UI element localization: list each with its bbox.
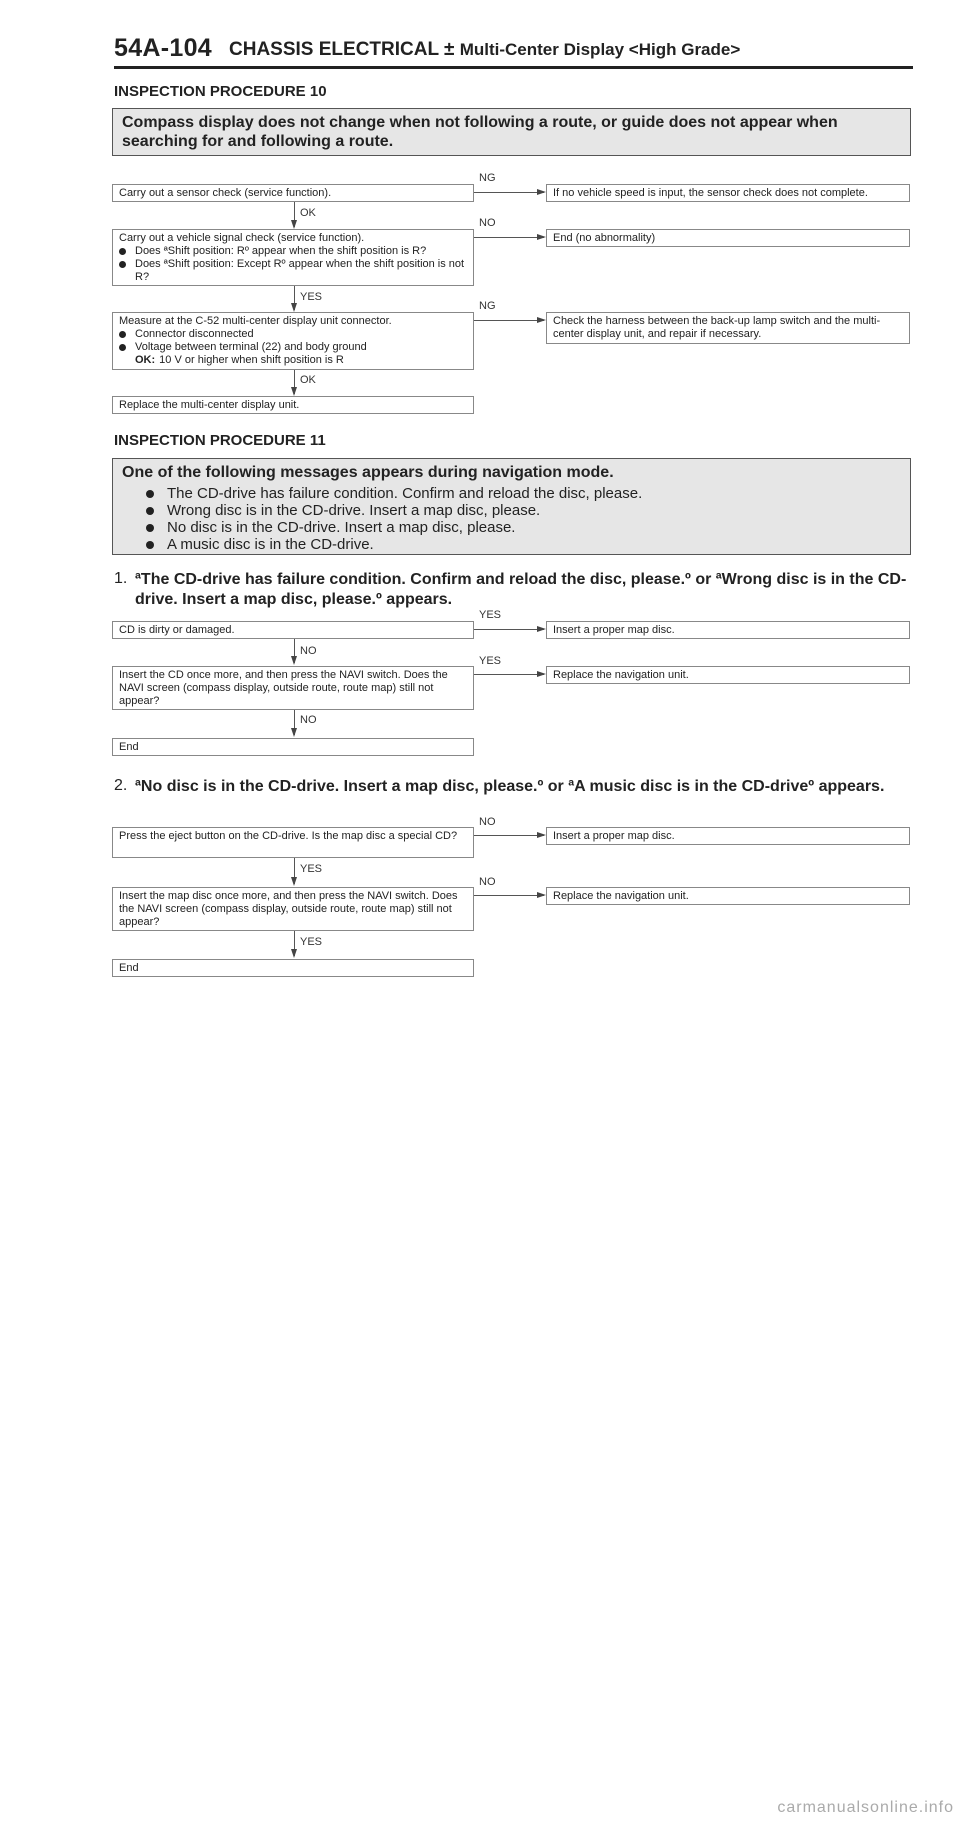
- s1-no-label-2: NO: [300, 714, 317, 726]
- message-item: The CD-drive has failure condition. Confirm and reload the disc, please.: [146, 485, 901, 502]
- step-number: 1.: [114, 570, 128, 587]
- ok-criteria: [119, 354, 467, 367]
- connector: [474, 320, 544, 321]
- s1-result-1: Insert a proper map disc.: [546, 621, 910, 639]
- s1-yes-label-1: YES: [479, 609, 502, 621]
- connector: [474, 835, 544, 836]
- proc10-ok-label-3: OK: [300, 374, 316, 386]
- proc11-heading: INSPECTION PROCEDURE 11: [114, 432, 326, 449]
- connector: [474, 192, 544, 193]
- s1-no-label-1: NO: [300, 645, 317, 657]
- proc10-result-3: Check the harness between the back-up lamp switch and the multi-center display unit, and repair if necessary.: [546, 312, 910, 344]
- proc10-sensor-check-box: Carry out a sensor check (service function).: [112, 184, 474, 202]
- arrow-right-icon: [537, 626, 546, 632]
- s1-cd-dirty-box: CD is dirty or damaged.: [112, 621, 474, 639]
- arrow-down-icon: [291, 728, 297, 737]
- s2-result-1: Insert a proper map disc.: [546, 827, 910, 845]
- step-title: ªThe CD-drive has failure condition. Confirm and reload the disc, please.º or ªWrong disc is in the CD-drive. Insert a map disc, please.º appears.: [135, 571, 907, 608]
- s2-eject-box: Press the eject button on the CD-drive. Is the map disc a special CD?: [112, 827, 474, 858]
- list-item: Voltage between terminal (22) and body ground: [119, 341, 467, 354]
- proc11-banner: [112, 458, 911, 555]
- s2-yes-label-1: YES: [300, 863, 323, 875]
- s2-reinsert-box: Insert the map disc once more, and then press the NAVI switch. Does the NAVI screen (compass display, outside route, route map) still not appear?: [112, 887, 474, 931]
- step-number: 2.: [114, 777, 128, 794]
- proc10-banner: Compass display does not change when not following a route, or guide does not appear when searching for and following a route.: [112, 108, 911, 156]
- box-text: Measure at the C-52 multi-center display unit connector.: [119, 315, 392, 327]
- list-item: Connector disconnected: [119, 328, 467, 341]
- arrow-right-icon: [537, 234, 546, 240]
- proc10-ok-label-1: OK: [300, 207, 316, 219]
- s2-result-2: Replace the navigation unit.: [546, 887, 910, 905]
- connector: [474, 629, 544, 630]
- page-number: 54A-104: [114, 34, 212, 62]
- proc10-ng-label-1: NG: [479, 172, 496, 184]
- arrow-right-icon: [537, 832, 546, 838]
- banner-title: One of the following messages appears during navigation mode.: [122, 464, 614, 481]
- section-title: CHASSIS ELECTRICAL ±: [229, 39, 460, 60]
- proc10-result-2: End (no abnormality): [546, 229, 910, 247]
- arrow-down-icon: [291, 949, 297, 958]
- page-title: [229, 39, 740, 61]
- section-subtitle: Multi-Center Display <High Grade>: [459, 40, 741, 59]
- s2-no-label-1: NO: [479, 816, 496, 828]
- message-item: Wrong disc is in the CD-drive. Insert a map disc, please.: [146, 502, 901, 519]
- s2-end-box: End: [112, 959, 474, 977]
- arrow-down-icon: [291, 387, 297, 396]
- arrow-down-icon: [291, 303, 297, 312]
- box-text: Carry out a vehicle signal check (service function).: [119, 232, 365, 244]
- arrow-down-icon: [291, 656, 297, 665]
- s1-end-box: End: [112, 738, 474, 756]
- s2-yes-label-2: YES: [300, 936, 323, 948]
- arrow-right-icon: [537, 189, 546, 195]
- proc10-ng-label-3: NG: [479, 300, 496, 312]
- proc10-no-label-2: NO: [479, 217, 496, 229]
- arrow-down-icon: [291, 220, 297, 229]
- arrow-right-icon: [537, 892, 546, 898]
- connector: [474, 237, 544, 238]
- watermark: carmanualsonline.info: [777, 1799, 954, 1816]
- connector: [474, 895, 544, 896]
- s1-result-2: Replace the navigation unit.: [546, 666, 910, 684]
- header-rule: [114, 66, 913, 69]
- ok-label: OK:: [135, 354, 156, 366]
- list-item: Does ªShift position: Except Rº appear when the shift position is not R?: [119, 258, 467, 284]
- step-title: ªNo disc is in the CD-drive. Insert a map disc, please.º or ªA music disc is in the CD-driveº appears.: [135, 778, 885, 795]
- arrow-right-icon: [537, 317, 546, 323]
- proc10-yes-label-2: YES: [300, 291, 323, 303]
- list-item: Does ªShift position: Rº appear when the shift position is R?: [119, 245, 467, 258]
- proc10-vehicle-signal-box: [112, 229, 474, 286]
- proc10-result-1: If no vehicle speed is input, the sensor check does not complete.: [546, 184, 910, 202]
- s2-no-label-2: NO: [479, 876, 496, 888]
- message-item: A music disc is in the CD-drive.: [146, 536, 901, 553]
- arrow-down-icon: [291, 877, 297, 886]
- proc10-heading: INSPECTION PROCEDURE 10: [114, 83, 327, 100]
- s1-reinsert-box: Insert the CD once more, and then press the NAVI switch. Does the NAVI screen (compass display, outside route, route map) still not appear?: [112, 666, 474, 710]
- ok-value: 10 V or higher when shift position is R: [159, 354, 344, 366]
- message-item: No disc is in the CD-drive. Insert a map disc, please.: [146, 519, 901, 536]
- proc10-measure-box: [112, 312, 474, 370]
- s1-yes-label-2: YES: [479, 655, 502, 667]
- proc10-replace-box: Replace the multi-center display unit.: [112, 396, 474, 414]
- arrow-right-icon: [537, 671, 546, 677]
- connector: [474, 674, 544, 675]
